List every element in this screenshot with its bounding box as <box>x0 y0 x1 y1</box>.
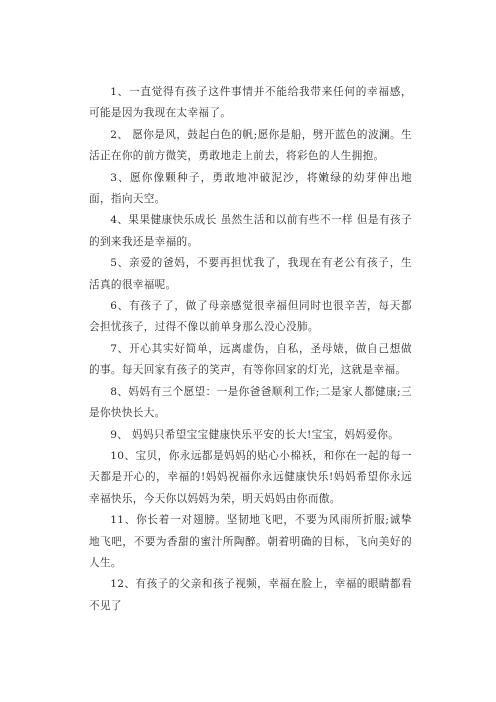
paragraph-2: 2、 愿你是风，鼓起白色的帆;愿你是船，劈开蓝色的波澜。生活正在你的前方微笑，勇敢地走上前去，将彩色的人生拥抱。 <box>89 128 412 163</box>
paragraph-12: 12、有孩子的父亲和孩子视频，幸福在脸上，幸福的眼睛都看不见了 <box>89 578 412 612</box>
paragraph-10: 10、宝贝，你永远都是妈妈的贴心小棉袄，和你在一起的每一天都是开心的，幸福的!妈妈祝福你永远健康快乐!妈妈希望你永远幸福快乐，今天你以妈妈为荣，明天妈妈由你而傲。 <box>89 449 412 505</box>
paragraph-11: 11、你长着一对翅膀。坚韧地飞吧，不要为风雨所折服;诚挚地飞吧，不要为香甜的蜜汁所陶醉。朝着明确的目标，飞向美好的人生。 <box>89 514 412 569</box>
paragraph-7: 7、开心其实好简单，远离虚伪，自私，圣母婊，做自己想做的事。每天回家有孩子的笑声，有等你回家的灯光，这就是幸福。 <box>89 342 412 377</box>
paragraph-5: 5、亲爱的爸妈，不要再担忧我了，我现在有老公有孩子，生活真的很幸福呢。 <box>89 257 412 291</box>
document-body <box>89 82 412 617</box>
paragraph-1: 1、一直觉得有孩子这件事情并不能给我带来任何的幸福感，可能是因为我现在太幸福了。 <box>89 86 412 120</box>
paragraph-6: 6、有孩子了，做了母亲感觉很幸福但同时也很辛苦，每天都会担忧孩子，过得不像以前单身那么没心没肺。 <box>89 300 412 334</box>
paragraph-3: 3、愿你像颗种子，勇敢地冲破泥沙，将嫩绿的幼芽伸出地面，指向天空。 <box>89 171 412 206</box>
paragraph-9: 9、 妈妈只希望宝宝健康快乐平安的长大!宝宝，妈妈爱你。 <box>110 428 400 441</box>
paragraph-4: 4、果果健康快乐成长 虽然生活和以前有些不一样 但是有孩子的到来我还是幸福的。 <box>89 214 412 248</box>
paragraph-8: 8、妈妈有三个愿望：一是你爸爸顺利工作;二是家人都健康;三是你快快长大。 <box>89 385 412 420</box>
